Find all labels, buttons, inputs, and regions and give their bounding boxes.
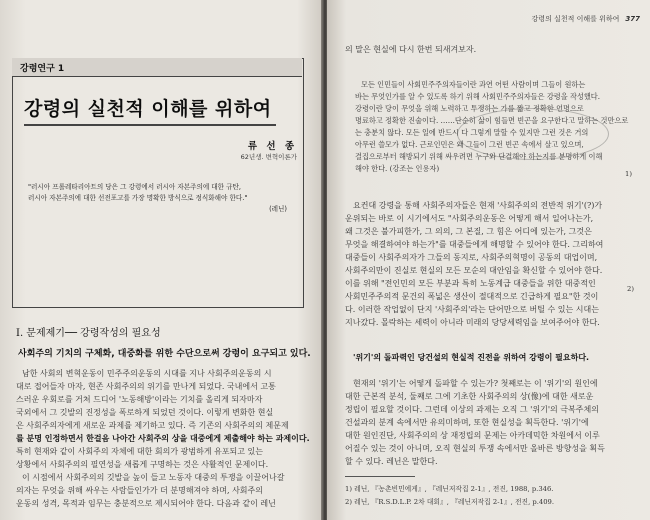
blockquote-line: 아무런 쓸모가 없다. 근로인민은 왜 그들이 그런 빈곤 속에서 살고 있으며,: [355, 140, 584, 149]
right-page: [327, 0, 650, 520]
body-line: 대로 접어들자 마자, 현존 사회주의의 위기를 만나게 되었다. 국내에서 고통: [16, 382, 276, 391]
epigraph-line: "러시아 프롤레타리아트의 당은 그 강령에서 러시아 자본주의에 대한 규탄,: [28, 183, 241, 191]
epigraph-line: 러시아 자본주의에 대한 선전포고를 가장 명확한 방식으로 정식화해야 한다.": [28, 194, 248, 202]
article-title: 강령의 실천적 이해를 위하여: [24, 98, 272, 120]
pencil-annotation: [457, 108, 609, 160]
author-affiliation: 62년생. 변혁이론가: [240, 153, 297, 161]
body-line: 요컨대 강령을 통해 사회주의자들은 현재 '사회주의의 전반적 위기'(?)가: [353, 201, 603, 210]
body-line: 정립이 필요할 것이다. 그런데 이상의 과제는 오직 그 '위기'의 극복주체의: [345, 405, 599, 414]
body-line: 왜 그것은 불가피한가, 그 의의, 그 본질, 그 힘은 어디에 있는가, 그것은: [345, 227, 592, 236]
footnote-marker: 2): [627, 285, 634, 293]
body-line: 어질수 있는 것이 아니며, 오직 현실의 투쟁 속에서만 올바른 방향성을 획득: [345, 444, 605, 453]
body-line: 특히 현재와 같이 사회주의 자체에 대한 회의가 광범하게 유포되고 있는: [16, 447, 263, 456]
body-line: 남한 사회의 변혁운동이 민주주의운동의 시대를 지나 사회주의운동의 시: [22, 369, 272, 378]
body-line: 이를 위해 "전인민의 모든 부분과 특히 노동계급 대중들을 위한 대중적인: [345, 279, 596, 288]
body-line: 대한 근본적 분석, 둘째로 그에 기초한 사회주의의 상(像)에 대한 새로운: [345, 392, 594, 401]
running-head: [532, 14, 640, 24]
body-line: 스러운 우회로를 거쳐 드디어 '노동해방'이라는 기치를 올리게 되자마자: [16, 395, 263, 404]
body-line: 사회민주주의적 문건의 폭넓은 생산이 절대적으로 긴급하게 필요"한 것이: [345, 292, 599, 301]
footnote: 1) 레닌, 『농촌빈민에게』, 『레닌저작집 2-1』, 전진, 1988, p.346.: [345, 485, 554, 493]
body-line: 이 시점에서 사회주의의 깃발을 높이 들고 노동자 대중의 투쟁을 이끌어나갈: [22, 473, 285, 482]
epigraph-source: (레닌): [269, 205, 287, 213]
running-head-title: 강령의 실천적 이해를 위하여: [531, 15, 620, 23]
left-page: [0, 0, 323, 520]
body-line-emphasis: 를 분명 인정하면서 한걸음 나아간 사회주의 상을 대중에게 제출해야 하는 과제이다.: [16, 434, 310, 443]
blockquote-line: 결집으로부터 해방되기 위해 싸우려면 누구와 단결해야 하는지를 분명하게 이해: [355, 152, 603, 161]
footnote-rule: [345, 476, 415, 477]
section-lead: 사회주의 기치의 구체화, 대중화를 위한 수단으로써 강령이 요구되고 있다.: [18, 349, 311, 359]
footnote-marker: 1): [625, 170, 632, 178]
blockquote-line: 해야 한다. (강조는 인용자): [355, 164, 440, 173]
body-line: 무엇을 해결하여야 하는가"를 대중들에게 해명할 수 있어야 한다. 그리하여: [345, 240, 604, 249]
title-rule: [24, 124, 276, 126]
body-line: 건설과의 분계 속에서만 유의미하며, 또한 현실성을 획득한다. '위기'에: [345, 418, 589, 427]
page-number: 377: [625, 15, 640, 23]
section-heading: Ⅰ. 문제제기── 강령작성의 필요성: [16, 328, 161, 339]
body-line: 다. 이러한 작업없이 단지 '사회주의'라는 단어만으로 버틸 수 있는 시대는: [345, 305, 599, 314]
body-line: 대중들이 사회주의자가 그들의 동지로, 사회주의혁명이 공동의 대업이며,: [345, 253, 598, 262]
body-line: 운동의 성격, 목적과 임무는 충분적으로 제시되어야 한다. 다음과 같이 레닌: [16, 499, 276, 508]
body-line: 국외에서 그 깃발의 진정성을 폭로하게 되었던 것이다. 이렇게 변화한 현실: [16, 408, 274, 417]
body-line: 상황에서 사회주의의 필연성을 새롭게 구명하는 것은 사활적인 문제이다.: [16, 460, 269, 469]
body-line: 대한 원인진단, 사회주의의 상 재정립의 문제는 아카데믹한 차원에서 이루: [345, 431, 600, 440]
author-name: 류 선 종: [247, 141, 297, 152]
body-line: 의 말은 현실에 다시 한번 되새겨보자.: [345, 45, 477, 54]
body-line: 사회주의만이 진실로 현실의 모든 모순의 대안임을 확신할 수 있어야 한다.: [345, 266, 603, 275]
body-line: 은 사회주의자에게 새로운 과제를 제기하고 있다. 즉 기존의 사회주의의 제문제: [16, 421, 289, 430]
body-line: 의자는 무엇을 위해 싸우는 사람들인가가 더 분명해져야 하며, 사회주의: [16, 486, 263, 495]
blockquote-line: 강령이란 당이 무엇을 위해 노력하고 투쟁하는 가를 짧고 정확한 언명으로: [355, 104, 584, 113]
blockquote-line: 명료하고 정확한 진술이다. ……단순히 삶이 힘들면 빈곤을 요구한다고 말하는 것만으로: [355, 116, 629, 125]
blockquote-line: 모든 인민들이 사회민주주의자들이란 과연 어떤 사람이며 그들이 원하는: [361, 80, 586, 89]
footnote: 2) 레닌, 『R.S.D.L.P. 2차 대회』, 『레닌저작집 2-1』, 전진, p.409.: [345, 498, 555, 506]
body-line: 현재의 '위기'는 어떻게 돌파할 수 있는가? 첫째로는 이 '위기'의 원인에: [353, 379, 598, 388]
body-line: 할 수 있다. 레닌은 말한다.: [345, 457, 438, 466]
series-label: 강령연구 1: [20, 64, 65, 74]
subsection-lead: '위기'의 돌파력인 당건설의 현실적 진전을 위하여 강령이 필요하다.: [353, 353, 590, 362]
blockquote-line: 바는 무엇인가를 알 수 있도록 하기 위해 사회민주주의자들은 강령을 작성했다.: [355, 92, 601, 101]
series-label-bar: [12, 58, 302, 77]
body-line: 운위되는 바로 이 시기에서도 "사회주의운동은 어떻게 해서 일어나는가,: [345, 214, 594, 223]
blockquote-line: 는 충분치 않다. 모든 일에 반드시 다 그렇게 말할 수 있지만 그런 것은 거의: [355, 128, 589, 137]
body-line: 지나갔다. 몰락하는 세력이 아니라 미래의 당당세력임을 보여주어야 한다.: [345, 318, 600, 327]
